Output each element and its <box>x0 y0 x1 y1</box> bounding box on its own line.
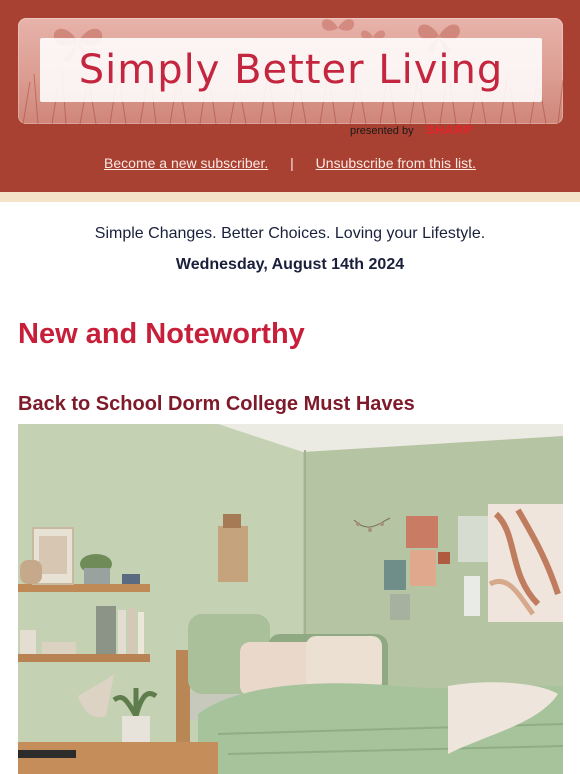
newsletter-title: Simply Better Living <box>78 47 504 93</box>
unsubscribe-link[interactable]: Unsubscribe from this list. <box>315 155 476 171</box>
dorm-room-photo[interactable] <box>18 424 563 774</box>
link-separator: | <box>290 155 294 171</box>
banner <box>18 18 563 124</box>
subscription-links <box>0 155 580 171</box>
sharp-logo: SHARP <box>426 123 474 137</box>
email-header <box>0 0 580 192</box>
title-panel <box>40 38 542 102</box>
section-title: New and Noteworthy <box>18 318 305 350</box>
issue-date: Wednesday, August 14th 2024 <box>175 256 405 273</box>
dorm-room-illustration <box>18 424 563 774</box>
article-title[interactable]: Back to School Dorm College Must Haves <box>18 393 415 415</box>
header-divider <box>0 192 580 202</box>
tagline: Simple Changes. Better Choices. Loving your Lifestyle. <box>94 225 486 242</box>
presented-by-label: presented by <box>350 125 414 137</box>
subscribe-link[interactable]: Become a new subscriber. <box>104 155 269 171</box>
